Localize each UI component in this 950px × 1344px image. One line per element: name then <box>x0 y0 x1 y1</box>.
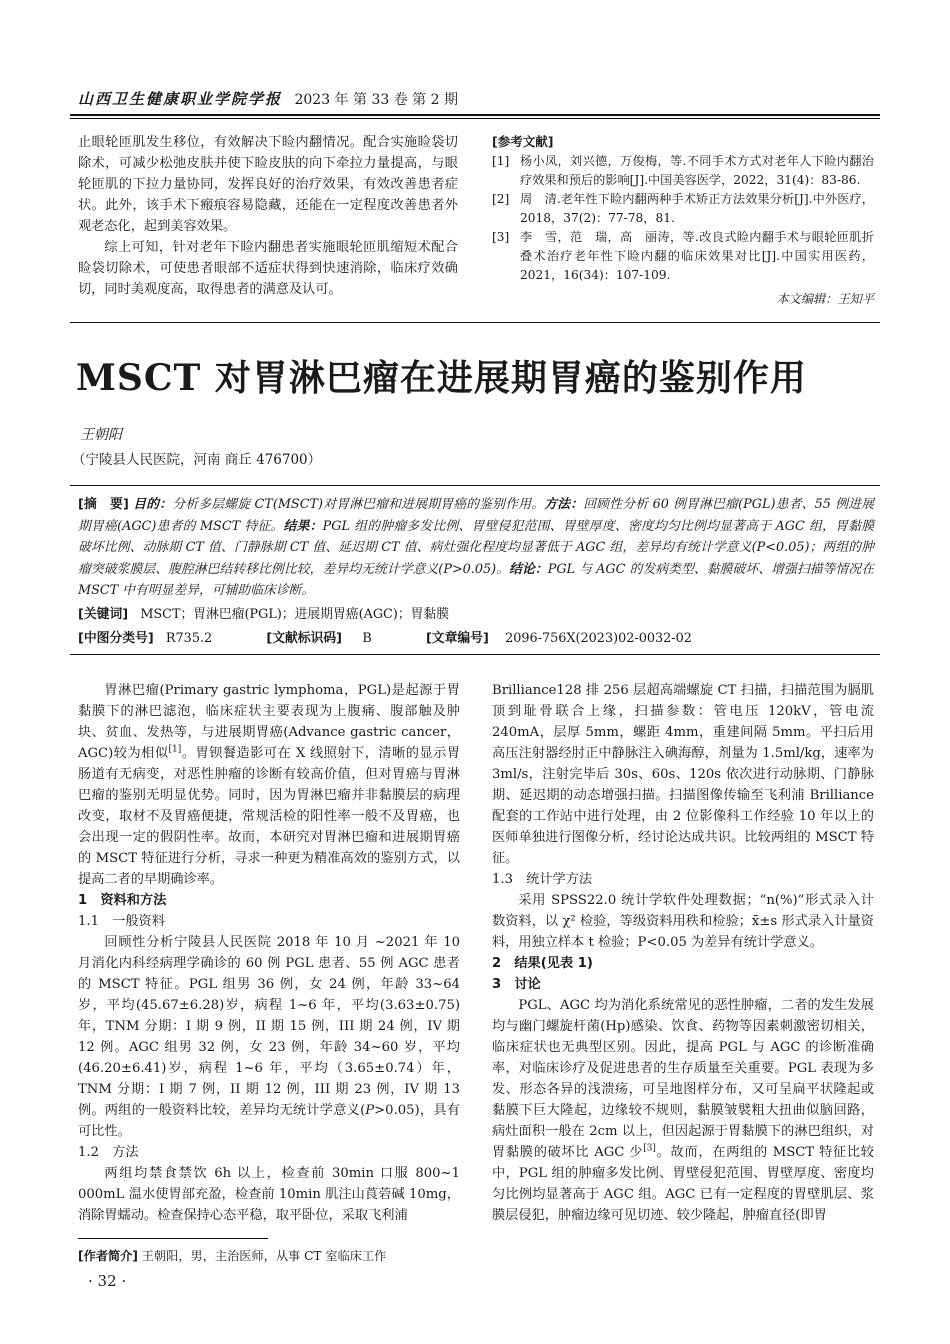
keywords-line <box>78 603 449 622</box>
method-paragraph: 两组均禁食禁饮 6h 以上，检查前 30min 口服 800~1 000mL 温水使胃部充盈，检查前 10min 肌注山莨菪碱 10mg，消除胃蠕动。检查保持心态平稳，取平卧位，采取飞利浦 <box>78 1166 460 1223</box>
abstract-top-rule <box>70 485 880 486</box>
discussion-text: 。故而，在两组的 MSCT 特征比较中，PGL 组的肿瘤多发比例、胃壁侵犯范围、胃壁厚度、密度均匀比例均显著高于 AGC 组。AGC 已有一定程度的胃壁肌层、浆膜层侵犯，肿瘤边缘可见切迹、较少隆起，肿瘤直径(即胃 <box>492 1145 874 1223</box>
general-text: 回顾性分析宁陵县人民医院 2018 年 10 月 ~2021 年 10 月消化内科经病理学确诊的 60 例 PGL 患者、55 例 AGC 患者的 MSCT 特征。PGL 组男 36 例，女 24 例，年龄 33~64 岁，平均(45.67±6.28)岁，病程 1~6 年，平均(3.63±0.75)年，TNM 分期：I 期 9 例，II 期 15 例，III 期 24 例，IV 期 12 例。AGC 组男 32 例，女 23 例，年龄 34~60 岁，平均(46.20±6.41)岁，病程 1~6 年，平均（3.65±0.74）年，TNM 分期：I 期 7 例，II 期 12 例，III 期 23 例，IV 期 13 例。两组的一般资料比较，差异均无统计学意义( <box>78 935 460 1118</box>
subsection-heading: 1.3 统计学方法 <box>492 872 593 887</box>
stats-paragraph: 采用 SPSS22.0 统计学软件处理数据；“n(%)”形式录入计数资料，以 χ² 检验，等级资料用秩和检验；x̄±s 形式录入计量资料，用独立样本 t 检验；P<0.05 为差异有统计学意义。 <box>492 893 874 950</box>
paragraph: 止眼轮匝肌发生移位，有效解决下睑内翻情况。配合实施睑袋切除术，可减少松弛皮肤并使下睑皮肤的向下牵拉力量提高，与眼轮匝肌的下拉力量协同，发挥良好的治疗效果，有效改善患者症状。此外，该手术下瘢痕容易隐藏，还能在一定程度改善患者外观老态化，起到美容效果。 <box>78 135 458 234</box>
subsection-heading: 1.1 一般资料 <box>78 914 165 929</box>
reference-item <box>492 190 874 228</box>
citation: [3] <box>643 1143 656 1154</box>
doc-code-label: [文献标识码] <box>266 631 343 646</box>
result-text: PGL 组的肿瘤多发比例、胃壁侵犯范围、胃壁厚度、密度均匀比例均显著高于 AGC 组，胃黏膜破坏比例、动脉期 CT 值、门静脉期 CT 值、延迟期 CT 值、病灶强化程度均显著低于 AGC 组，差异均有统计学意义( <box>78 518 874 555</box>
clc-label: [中图分类号] <box>78 631 154 646</box>
method-text: 回顾性分析 60 例胃淋巴瘤(PGL)患者、55 例进展期胃癌(AGC)患者的 MSCT 特征。 <box>78 497 875 534</box>
conclusion-text: PGL 与 AGC 的发病类型、黏膜破坏、增强扫描等情况在 MSCT 中有明显差异，可辅助临床诊断。 <box>78 561 874 598</box>
article-no-value: 2096-756X(2023)02-0032-02 <box>505 631 692 646</box>
reference-item <box>492 228 874 285</box>
footnote-rule <box>78 1238 268 1239</box>
general-text: >0.05)，具有可比性。 <box>78 1103 460 1139</box>
previous-article-text <box>78 132 458 300</box>
article-no-label: [文章编号] <box>425 631 489 646</box>
issue-info: 2023 年 第 33 卷 第 2 期 <box>294 92 458 108</box>
result-text: <0.05)；两组的肿瘤突破浆膜层、腹腔淋巴结转移比例比较，差异均无统计学意义( <box>78 540 874 577</box>
general-data-paragraph <box>78 932 460 1142</box>
result-text: >0.05)。 <box>451 561 510 577</box>
body-left-column <box>78 680 460 1226</box>
subsection-heading: 1.2 方法 <box>78 1145 139 1160</box>
citation: [1] <box>168 744 182 755</box>
reference-number: [3] <box>492 230 510 244</box>
conclusion-label: 结论： <box>509 561 548 577</box>
intro-paragraph <box>78 680 460 890</box>
purpose-text: 分析多层螺旋 CT(MSCT)对胃淋巴瘤和进展期胃癌的鉴别作用。 <box>172 497 545 512</box>
method-paragraph-cont: Brilliance128 排 256 层超高端螺旋 CT 扫描，扫描范围为膈肌顶到耻骨联合上缘，扫描参数：管电压 120kV，管电流 240mA，层厚 5mm，螺距 4mm，重建间隔 5mm。平扫后用高压注射器经肘正中静脉注入碘海醇，剂量为 1.5ml/kg，速率为 3ml/s，注射完毕后 30s、60s、120s 依次进行动脉期、门静脉期、延迟期的动态增强扫描。扫描图像传输至飞利浦 Brilliance 配套的工作站中进行处理，由 2 位影像科工作经验 10 年以上的医师单独进行图像分析，经讨论达成共识。比较两组的 MSCT 特征。 <box>492 683 888 866</box>
article-separator <box>70 322 880 323</box>
clc-value: R735.2 <box>165 631 213 646</box>
reference-number: [2] <box>492 192 510 206</box>
references-section <box>492 132 874 309</box>
reference-item <box>492 152 874 190</box>
reference-text: 李 雪，范 瑞，高 丽涛，等.改良式睑内翻手术与眼轮匝肌折叠术治疗老年性下睑内翻的临床效果对比[J].中国实用医药，2021，16(34)：107-109. <box>520 230 874 282</box>
p-symbol: P <box>365 1103 375 1118</box>
section-heading: 3 讨论 <box>492 977 541 992</box>
discussion-text: PGL、AGC 均为消化系统常见的恶性肿瘤，二者的发生发展均与幽门螺旋杆菌(Hp)感染、饮食、药物等因素刺激密切相关，临床症状也无典型区别。因此，提高 PGL 与 AGC 的诊断准确率，对临床诊疗及促进患者的生存质量至关重要。PGL 表现为多发、形态各异的浅溃疡，可呈地图样分布，又可呈扁平状隆起或黏膜下巨大隆起，边缘较不规则，黏膜皱襞粗大扭曲似脑回路，病灶面积一般在 2cm 以上，但因起源于胃黏膜下的淋巴组织，对胃黏膜的破坏比 AGC 少 <box>492 998 874 1160</box>
page-number: · 32 · <box>88 1272 127 1290</box>
footnote-text: 王朝阳，男，主治医师，从事 CT 室临床工作 <box>141 1249 387 1263</box>
method-label: 方法： <box>544 497 584 512</box>
doc-code-value: B <box>362 631 372 646</box>
author-affiliation: （宁陵县人民医院，河南 商丘 476700） <box>72 452 322 468</box>
paragraph: 综上可知，针对老年下睑内翻患者实施眼轮匝肌缩短术配合睑袋切除术，可使患者眼部不适症状得到快速消除，临床疗效确切，同时美观度高，取得患者的满意及认可。 <box>78 240 458 297</box>
references-heading: [参考文献] <box>492 134 554 149</box>
abstract-bottom-rule <box>70 654 880 655</box>
section-heading: 2 结果(见表 1) <box>492 956 593 971</box>
intro-text: 。胃钡餐造影可在 X 线照射下，清晰的显示胃肠道有无病变，对恶性肿瘤的诊断有较高价值，但对胃癌与胃淋巴瘤的鉴别无明显优势。同时，因为胃淋巴瘤并非黏膜层的病理改变，取材不及胃癌便捷，常规活检的阳性率一般不及胃癌，也会出现一定的假阴性率。故而，本研究对胃淋巴瘤和进展期胃癌的 MSCT 特征进行分析，寻求一种更为精准高效的鉴别方式，以提高二者的早期确诊率。 <box>78 746 461 887</box>
article-title: MSCT 对胃淋巴瘤在进展期胃癌的鉴别作用 <box>76 357 807 399</box>
keywords-label: [关键词] <box>78 607 129 622</box>
p-symbol: P <box>443 561 452 577</box>
running-header <box>78 88 458 109</box>
header-rule <box>70 114 880 116</box>
section-heading: 1 资料和方法 <box>78 893 167 908</box>
footnote-label: [作者简介] <box>78 1249 138 1263</box>
body-right-column <box>492 680 888 1226</box>
intro-text: 胃淋巴瘤(Primary gastric lymphoma，PGL)是起源于胃黏膜下的淋巴滤泡，临床症状主要表现为上腹痛、腹部触及肿块、贫血、发热等，与进展期胃癌(Advance gastric cancer，AGC)较为相似 <box>78 683 460 761</box>
discussion-paragraph <box>492 995 874 1226</box>
header-rule-thin <box>70 118 880 119</box>
reference-number: [1] <box>492 154 510 168</box>
journal-name: 山西卫生健康职业学院学报 <box>78 90 283 108</box>
editor-credit: 本文编辑：王知平 <box>776 292 874 306</box>
abstract <box>78 494 874 602</box>
author-name: 王朝阳 <box>80 427 122 443</box>
purpose-label: 目的： <box>133 497 173 512</box>
classification-line <box>78 627 692 646</box>
result-label: 结果： <box>283 518 323 534</box>
author-footnote <box>78 1247 386 1264</box>
keywords: MSCT；胃淋巴瘤(PGL)；进展期胃癌(AGC)；胃黏膜 <box>140 607 450 622</box>
reference-text: 周 清.老年性下睑内翻两种手术矫正方法效果分析[J].中外医疗，2018，37(2)：77-78，81. <box>520 192 874 225</box>
reference-text: 杨小凤，刘兴德，万俊梅，等.不同手术方式对老年人下睑内翻治疗效果和预后的影响[J].中国美容医学，2022，31(4)：83-86. <box>520 154 874 187</box>
abstract-label: [摘 要] <box>78 497 129 512</box>
p-symbol: P <box>756 540 766 555</box>
